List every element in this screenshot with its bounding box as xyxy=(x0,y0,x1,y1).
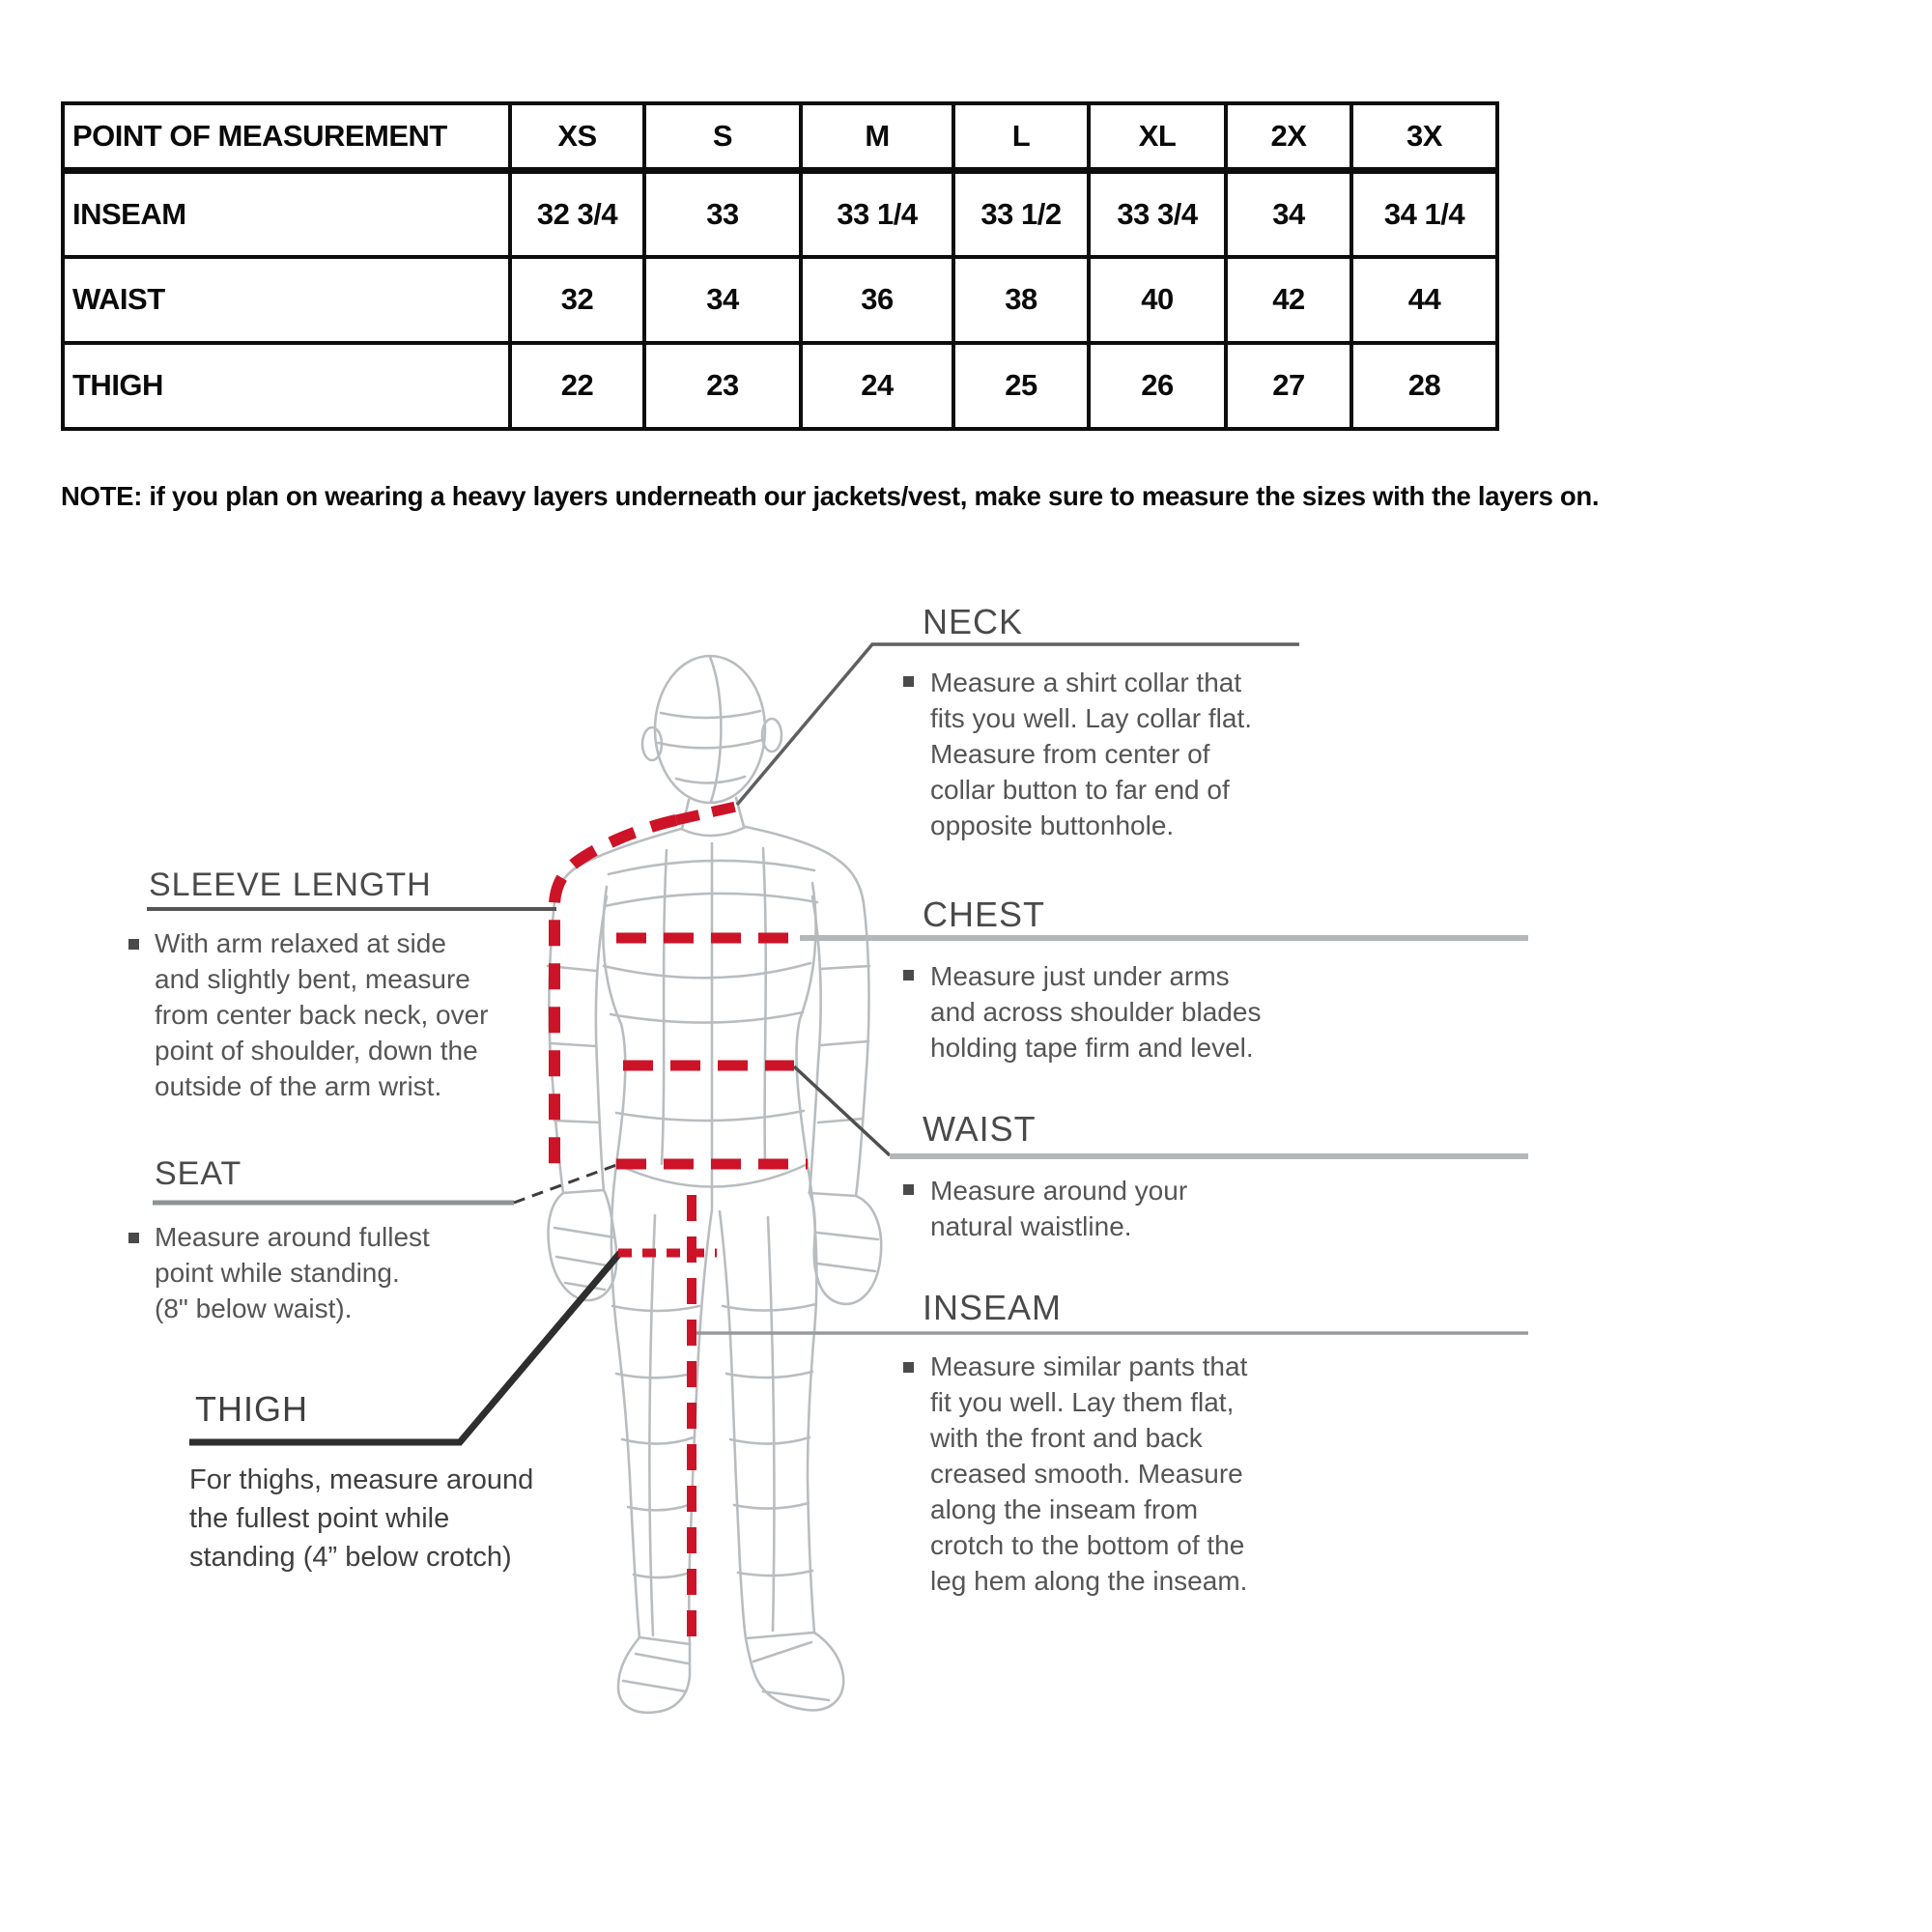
bullet-icon xyxy=(903,1362,914,1373)
cell-inseam-xs: 32 3/4 xyxy=(510,171,644,257)
section-desc-seat: Measure around fullest point while standing. (8" below waist). xyxy=(155,1222,430,1323)
measurement-lines xyxy=(554,806,808,1642)
layers-note: NOTE: if you plan on wearing a heavy layers underneath our jackets/vest, make sure to measure the sizes with the layers on. xyxy=(61,481,1600,511)
section-desc-waist: Measure around your natural waistline. xyxy=(930,1176,1188,1241)
column-header-s: S xyxy=(644,103,801,171)
cell-inseam-s: 33 xyxy=(644,171,801,257)
column-header-xs: XS xyxy=(510,103,644,171)
bullet-icon xyxy=(903,676,914,687)
section-title-waist: WAIST xyxy=(923,1109,1037,1149)
cell-waist-xs: 32 xyxy=(510,257,644,343)
cell-waist-xl: 40 xyxy=(1089,257,1226,343)
cell-inseam-xl: 33 3/4 xyxy=(1089,171,1226,257)
cell-waist-m: 36 xyxy=(801,257,953,343)
row-label-inseam: INSEAM xyxy=(63,171,510,257)
column-header-2x: 2X xyxy=(1226,103,1351,171)
section-title-sleeve-length: SLEEVE LENGTH xyxy=(149,867,432,903)
cell-thigh-2x: 27 xyxy=(1226,343,1351,429)
cell-waist-l: 38 xyxy=(953,257,1089,343)
column-header-3x: 3X xyxy=(1351,103,1497,171)
column-header-m: M xyxy=(801,103,953,171)
section-desc-thigh: For thighs, measure around the fullest point while standing (4” below crotch) xyxy=(189,1464,534,1573)
thigh-leader-line xyxy=(460,1254,619,1442)
cell-inseam-m: 33 1/4 xyxy=(801,171,953,257)
section-desc-chest: Measure just under arms and across shoulder blades holding tape firm and level. xyxy=(930,961,1262,1063)
section-title-seat: SEAT xyxy=(155,1155,242,1192)
cell-waist-2x: 42 xyxy=(1226,257,1351,343)
section-desc-sleeve-length: With arm relaxed at side and slightly bent, measure from center back neck, over point of shoulder, down the outside of the arm wrist. xyxy=(155,928,489,1101)
cell-thigh-xs: 22 xyxy=(510,343,644,429)
column-header-xl: XL xyxy=(1089,103,1226,171)
section-desc-inseam: Measure similar pants that fit you well. Lay them flat, with the front and back creased smooth. Measure along the inseam from crotch to the bottom of the leg hem along the inseam. xyxy=(930,1351,1248,1596)
column-header-point-of-measurement: POINT OF MEASUREMENT xyxy=(63,103,510,171)
cell-waist-3x: 44 xyxy=(1351,257,1497,343)
cell-thigh-xl: 26 xyxy=(1089,343,1226,429)
cell-thigh-s: 23 xyxy=(644,343,801,429)
bullet-icon xyxy=(128,939,139,950)
section-title-chest: CHEST xyxy=(923,895,1046,934)
cell-thigh-l: 25 xyxy=(953,343,1089,429)
cell-inseam-2x: 34 xyxy=(1226,171,1351,257)
section-title-neck: NECK xyxy=(923,602,1024,641)
bullet-icon xyxy=(903,970,914,980)
row-label-waist: WAIST xyxy=(63,257,510,343)
section-title-inseam: INSEAM xyxy=(923,1288,1063,1327)
bullet-icon xyxy=(128,1233,139,1243)
bullet-icon xyxy=(903,1184,914,1195)
cell-inseam-l: 33 1/2 xyxy=(953,171,1089,257)
cell-waist-s: 34 xyxy=(644,257,801,343)
cell-inseam-3x: 34 1/4 xyxy=(1351,171,1497,257)
column-header-l: L xyxy=(953,103,1089,171)
cell-thigh-3x: 28 xyxy=(1351,343,1497,429)
cell-thigh-m: 24 xyxy=(801,343,953,429)
section-desc-neck: Measure a shirt collar that fits you well. Lay collar flat. Measure from center of collar button to far end of opposite buttonhole. xyxy=(930,668,1253,840)
waist-leader-line xyxy=(794,1066,890,1155)
section-title-thigh: THIGH xyxy=(195,1389,308,1429)
row-label-thigh: THIGH xyxy=(63,343,510,429)
